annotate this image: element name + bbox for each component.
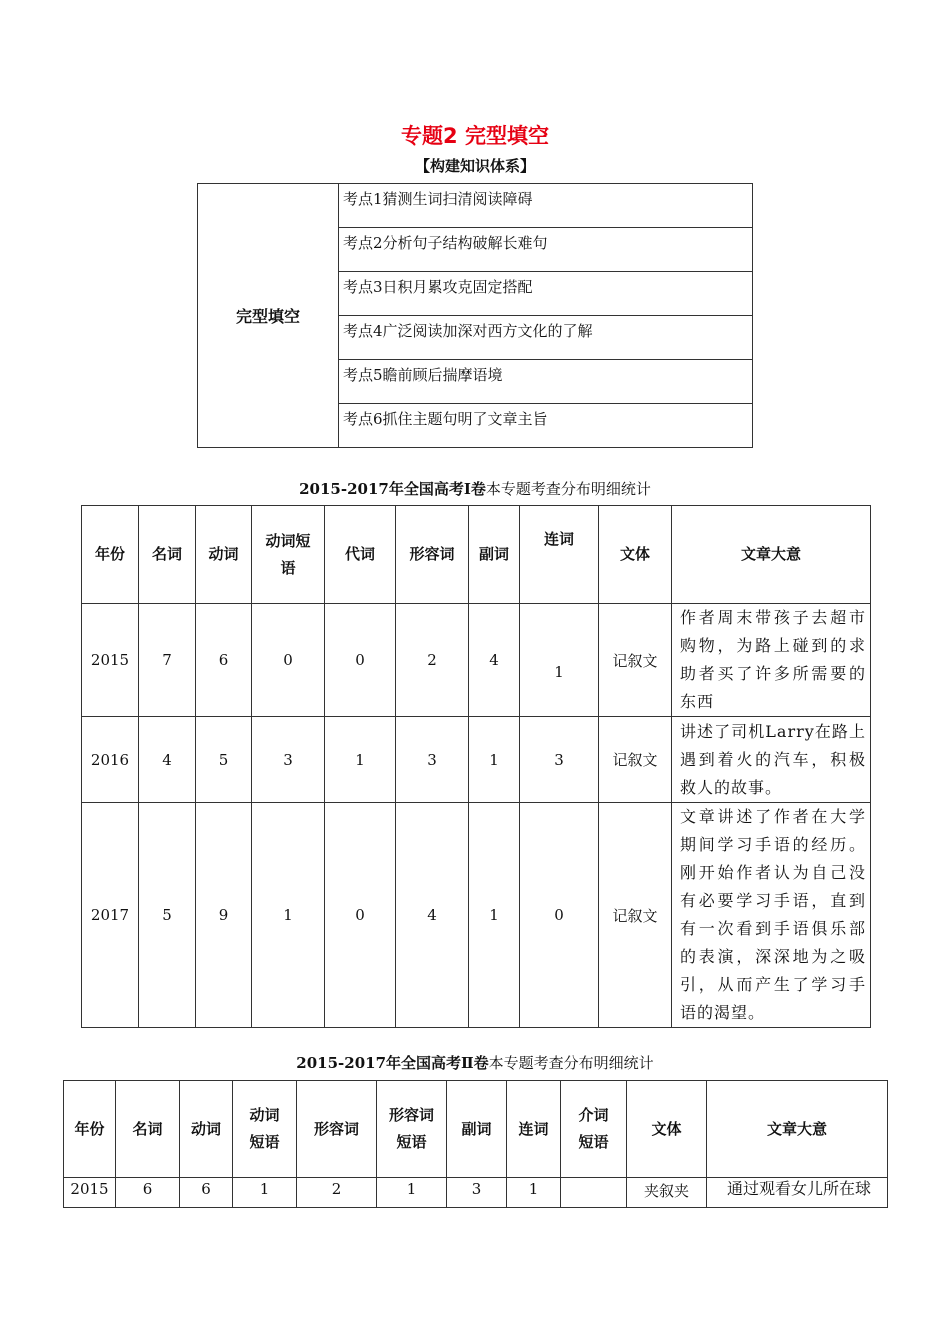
header-cell: 文章大意 [707, 1081, 888, 1178]
data-cell: 1 [252, 803, 325, 1028]
data-cell: 6 [116, 1178, 180, 1208]
data-cell: 6 [196, 604, 252, 717]
header-cell: 形容词短语 [377, 1081, 447, 1178]
genre-cell: 记叙文 [599, 803, 672, 1028]
table1-caption-bold: 2015-2017年全国高考Ⅰ卷 [299, 480, 486, 498]
exam-point-5: 考点5瞻前顾后揣摩语境 [339, 360, 753, 404]
table-header-row [82, 506, 871, 604]
data-cell: 4 [469, 604, 520, 717]
table1-caption [0, 478, 950, 499]
exam-point-6: 考点6抓住主题句明了文章主旨 [339, 404, 753, 448]
data-cell: 9 [196, 803, 252, 1028]
data-cell: 3 [520, 717, 599, 803]
data-cell: 2 [396, 604, 469, 717]
header-cell: 连词 [507, 1081, 561, 1178]
year-cell: 2017 [82, 803, 139, 1028]
exam-point-2: 考点2分析句子结构破解长难句 [339, 228, 753, 272]
data-cell: 7 [139, 604, 196, 717]
data-cell: 0 [252, 604, 325, 717]
header-cell: 动词短语 [233, 1081, 297, 1178]
data-cell: 1 [325, 717, 396, 803]
data-cell: 3 [447, 1178, 507, 1208]
header-cell: 副词 [469, 506, 520, 604]
page-title: 专题2 完型填空 [401, 124, 549, 148]
summary-cell: 作者周末带孩子去超市购物，为路上碰到的求助者买了许多所需要的东西 [672, 604, 871, 717]
summary-cell: 通过观看女儿所在球 [707, 1178, 888, 1208]
genre-cell: 记叙文 [599, 717, 672, 803]
exam-point-4: 考点4广泛阅读加深对西方文化的了解 [339, 316, 753, 360]
table-row [82, 604, 871, 717]
table-row [82, 717, 871, 803]
data-cell: 1 [377, 1178, 447, 1208]
header-cell: 名词 [139, 506, 196, 604]
data-cell: 1 [233, 1178, 297, 1208]
header-cell: 年份 [82, 506, 139, 604]
genre-cell: 记叙文 [599, 604, 672, 717]
data-cell: 1 [507, 1178, 561, 1208]
table2-caption-rest: 本专题考查分布明细统计 [488, 1054, 654, 1072]
exam-point-1: 考点1猜测生词扫清阅读障碍 [339, 184, 753, 228]
data-cell: 1 [520, 604, 599, 717]
year-cell: 2015 [82, 604, 139, 717]
header-cell: 动词 [180, 1081, 233, 1178]
data-cell: 3 [396, 717, 469, 803]
table1-caption-rest: 本专题考查分布明细统计 [485, 480, 651, 498]
header-cell: 动词 [196, 506, 252, 604]
exam-point-3: 考点3日积月累攻克固定搭配 [339, 272, 753, 316]
header-cell: 形容词 [297, 1081, 377, 1178]
data-cell: 0 [520, 803, 599, 1028]
summary-cell: 文章讲述了作者在大学期间学习手语的经历。刚开始作者认为自己没有必要学习手语，直到有一次看到手语俱乐部的表演，深深地为之吸引，从而产生了学习手语的渴望。 [672, 803, 871, 1028]
header-cell: 形容词 [396, 506, 469, 604]
data-cell: 6 [180, 1178, 233, 1208]
year-cell: 2016 [82, 717, 139, 803]
header-cell: 副词 [447, 1081, 507, 1178]
exam-stats-table-2 [63, 1080, 888, 1208]
header-cell: 名词 [116, 1081, 180, 1178]
data-cell: 0 [325, 604, 396, 717]
knowledge-system-table [197, 183, 753, 448]
header-cell: 介词短语 [561, 1081, 627, 1178]
data-cell: 5 [196, 717, 252, 803]
data-cell: 1 [469, 803, 520, 1028]
header-cell: 动词短语 [252, 506, 325, 604]
data-cell: 5 [139, 803, 196, 1028]
header-cell: 文体 [599, 506, 672, 604]
exam-stats-table-1 [81, 505, 871, 1028]
data-cell [561, 1178, 627, 1208]
table2-caption [0, 1052, 950, 1073]
section-heading: 【构建知识体系】 [414, 157, 535, 175]
data-cell: 0 [325, 803, 396, 1028]
header-cell: 年份 [64, 1081, 116, 1178]
data-cell: 2 [297, 1178, 377, 1208]
table-row [64, 1178, 888, 1208]
summary-cell: 讲述了司机Larry在路上遇到着火的汽车，积极救人的故事。 [672, 717, 871, 803]
topic-cell: 完型填空 [198, 184, 339, 448]
data-cell: 3 [252, 717, 325, 803]
genre-cell: 夹叙夹 [627, 1178, 707, 1208]
data-cell: 4 [396, 803, 469, 1028]
header-cell: 连词 [520, 506, 599, 604]
header-cell: 代词 [325, 506, 396, 604]
header-cell: 文章大意 [672, 506, 871, 604]
table-header-row [64, 1081, 888, 1178]
header-cell: 文体 [627, 1081, 707, 1178]
data-cell: 4 [139, 717, 196, 803]
table-row [82, 803, 871, 1028]
table2-caption-bold: 2015-2017年全国高考Ⅱ卷 [296, 1054, 489, 1072]
data-cell: 1 [469, 717, 520, 803]
year-cell: 2015 [64, 1178, 116, 1208]
